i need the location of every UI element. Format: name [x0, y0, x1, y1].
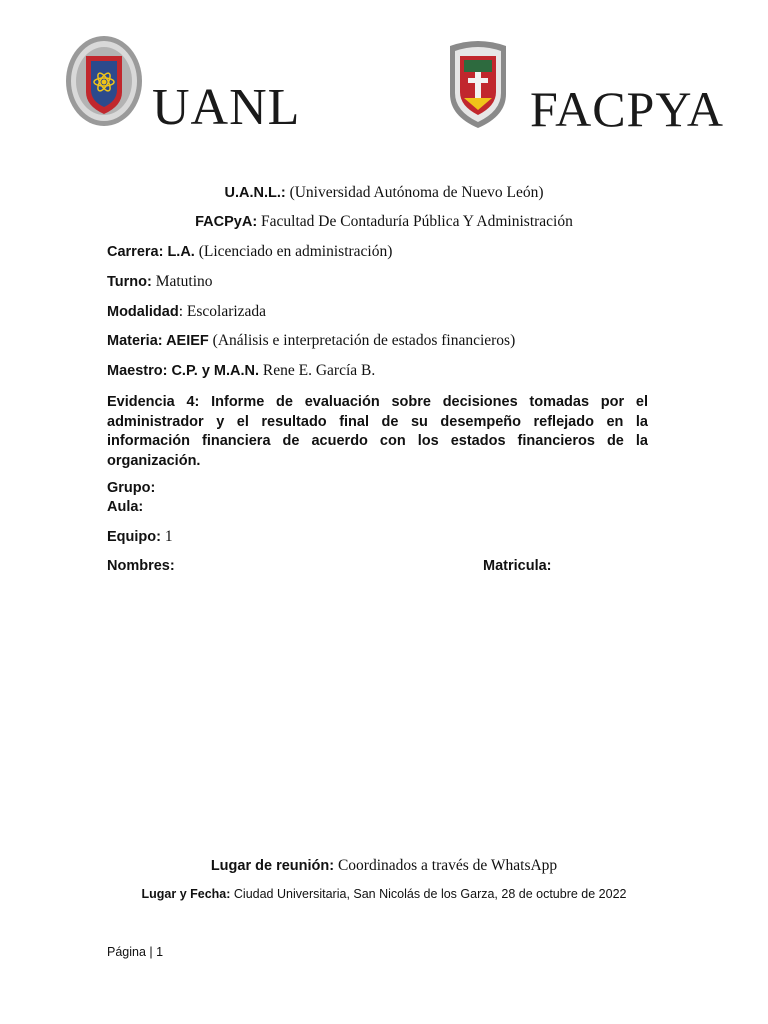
lugar-reunion-label: Lugar de reunión: — [210, 858, 335, 874]
uanl-seal-logo — [64, 34, 144, 128]
facpya-label: FACPyA: — [195, 214, 258, 230]
modalidad-value: : Escolarizada — [178, 303, 267, 320]
turno-label: Turno: — [107, 274, 152, 290]
equipo-line — [107, 528, 173, 547]
materia-value: (Análisis e interpretación de estados financieros) — [208, 332, 516, 349]
facpya-logo-text: FACPYA — [530, 81, 725, 137]
matricula-line — [483, 557, 552, 576]
uanl-value: (Universidad Autónoma de Nuevo León) — [285, 184, 544, 201]
facpya-value: Facultad De Contaduría Pública Y Administración — [257, 213, 573, 230]
maestro-value: Rene E. García B. — [259, 362, 376, 379]
uanl-line — [0, 184, 768, 203]
materia-line — [107, 332, 515, 351]
nombres-line — [107, 557, 175, 576]
turno-line — [107, 273, 213, 292]
maestro-line — [107, 362, 375, 381]
evidencia-paragraph: Evidencia 4: Informe de evaluación sobre decisiones tomadas por el administrador y el resultado final de su desempeño reflejado en la información financiera de acuerdo con los estados financieros de la organización. — [107, 394, 648, 469]
lugar-fecha-line — [0, 887, 768, 902]
uanl-logo-text: UANL — [152, 79, 301, 136]
facpya-line — [0, 213, 768, 232]
carrera-label: Carrera: L.A. — [107, 244, 195, 260]
carrera-value: (Licenciado en administración) — [194, 243, 393, 260]
grupo-label: Grupo: — [107, 480, 156, 496]
page-number: Página | 1 — [107, 945, 164, 959]
carrera-line — [107, 243, 392, 262]
turno-value: Matutino — [151, 273, 213, 290]
uanl-label: U.A.N.L.: — [224, 185, 286, 201]
materia-label: Materia: AEIEF — [107, 333, 209, 349]
lugar-fecha-label: Lugar y Fecha: — [141, 887, 231, 901]
lugar-fecha-value: Ciudad Universitaria, San Nicolás de los Garza, 28 de octubre de 2022 — [230, 887, 627, 901]
modalidad-line — [107, 303, 266, 322]
aula-line — [107, 498, 143, 517]
equipo-label: Equipo: — [107, 529, 161, 545]
aula-label: Aula: — [107, 499, 144, 515]
lugar-reunion-value: Coordinados a través de WhatsApp — [334, 857, 558, 874]
maestro-label: Maestro: C.P. y M.A.N. — [107, 363, 260, 379]
modalidad-label: Modalidad — [107, 304, 179, 320]
nombres-label: Nombres: — [107, 558, 175, 574]
matricula-label: Matricula: — [483, 558, 552, 574]
grupo-line — [107, 479, 155, 498]
facpya-shield-logo — [444, 38, 512, 130]
equipo-value: 1 — [160, 528, 173, 545]
lugar-reunion-line — [0, 857, 768, 876]
